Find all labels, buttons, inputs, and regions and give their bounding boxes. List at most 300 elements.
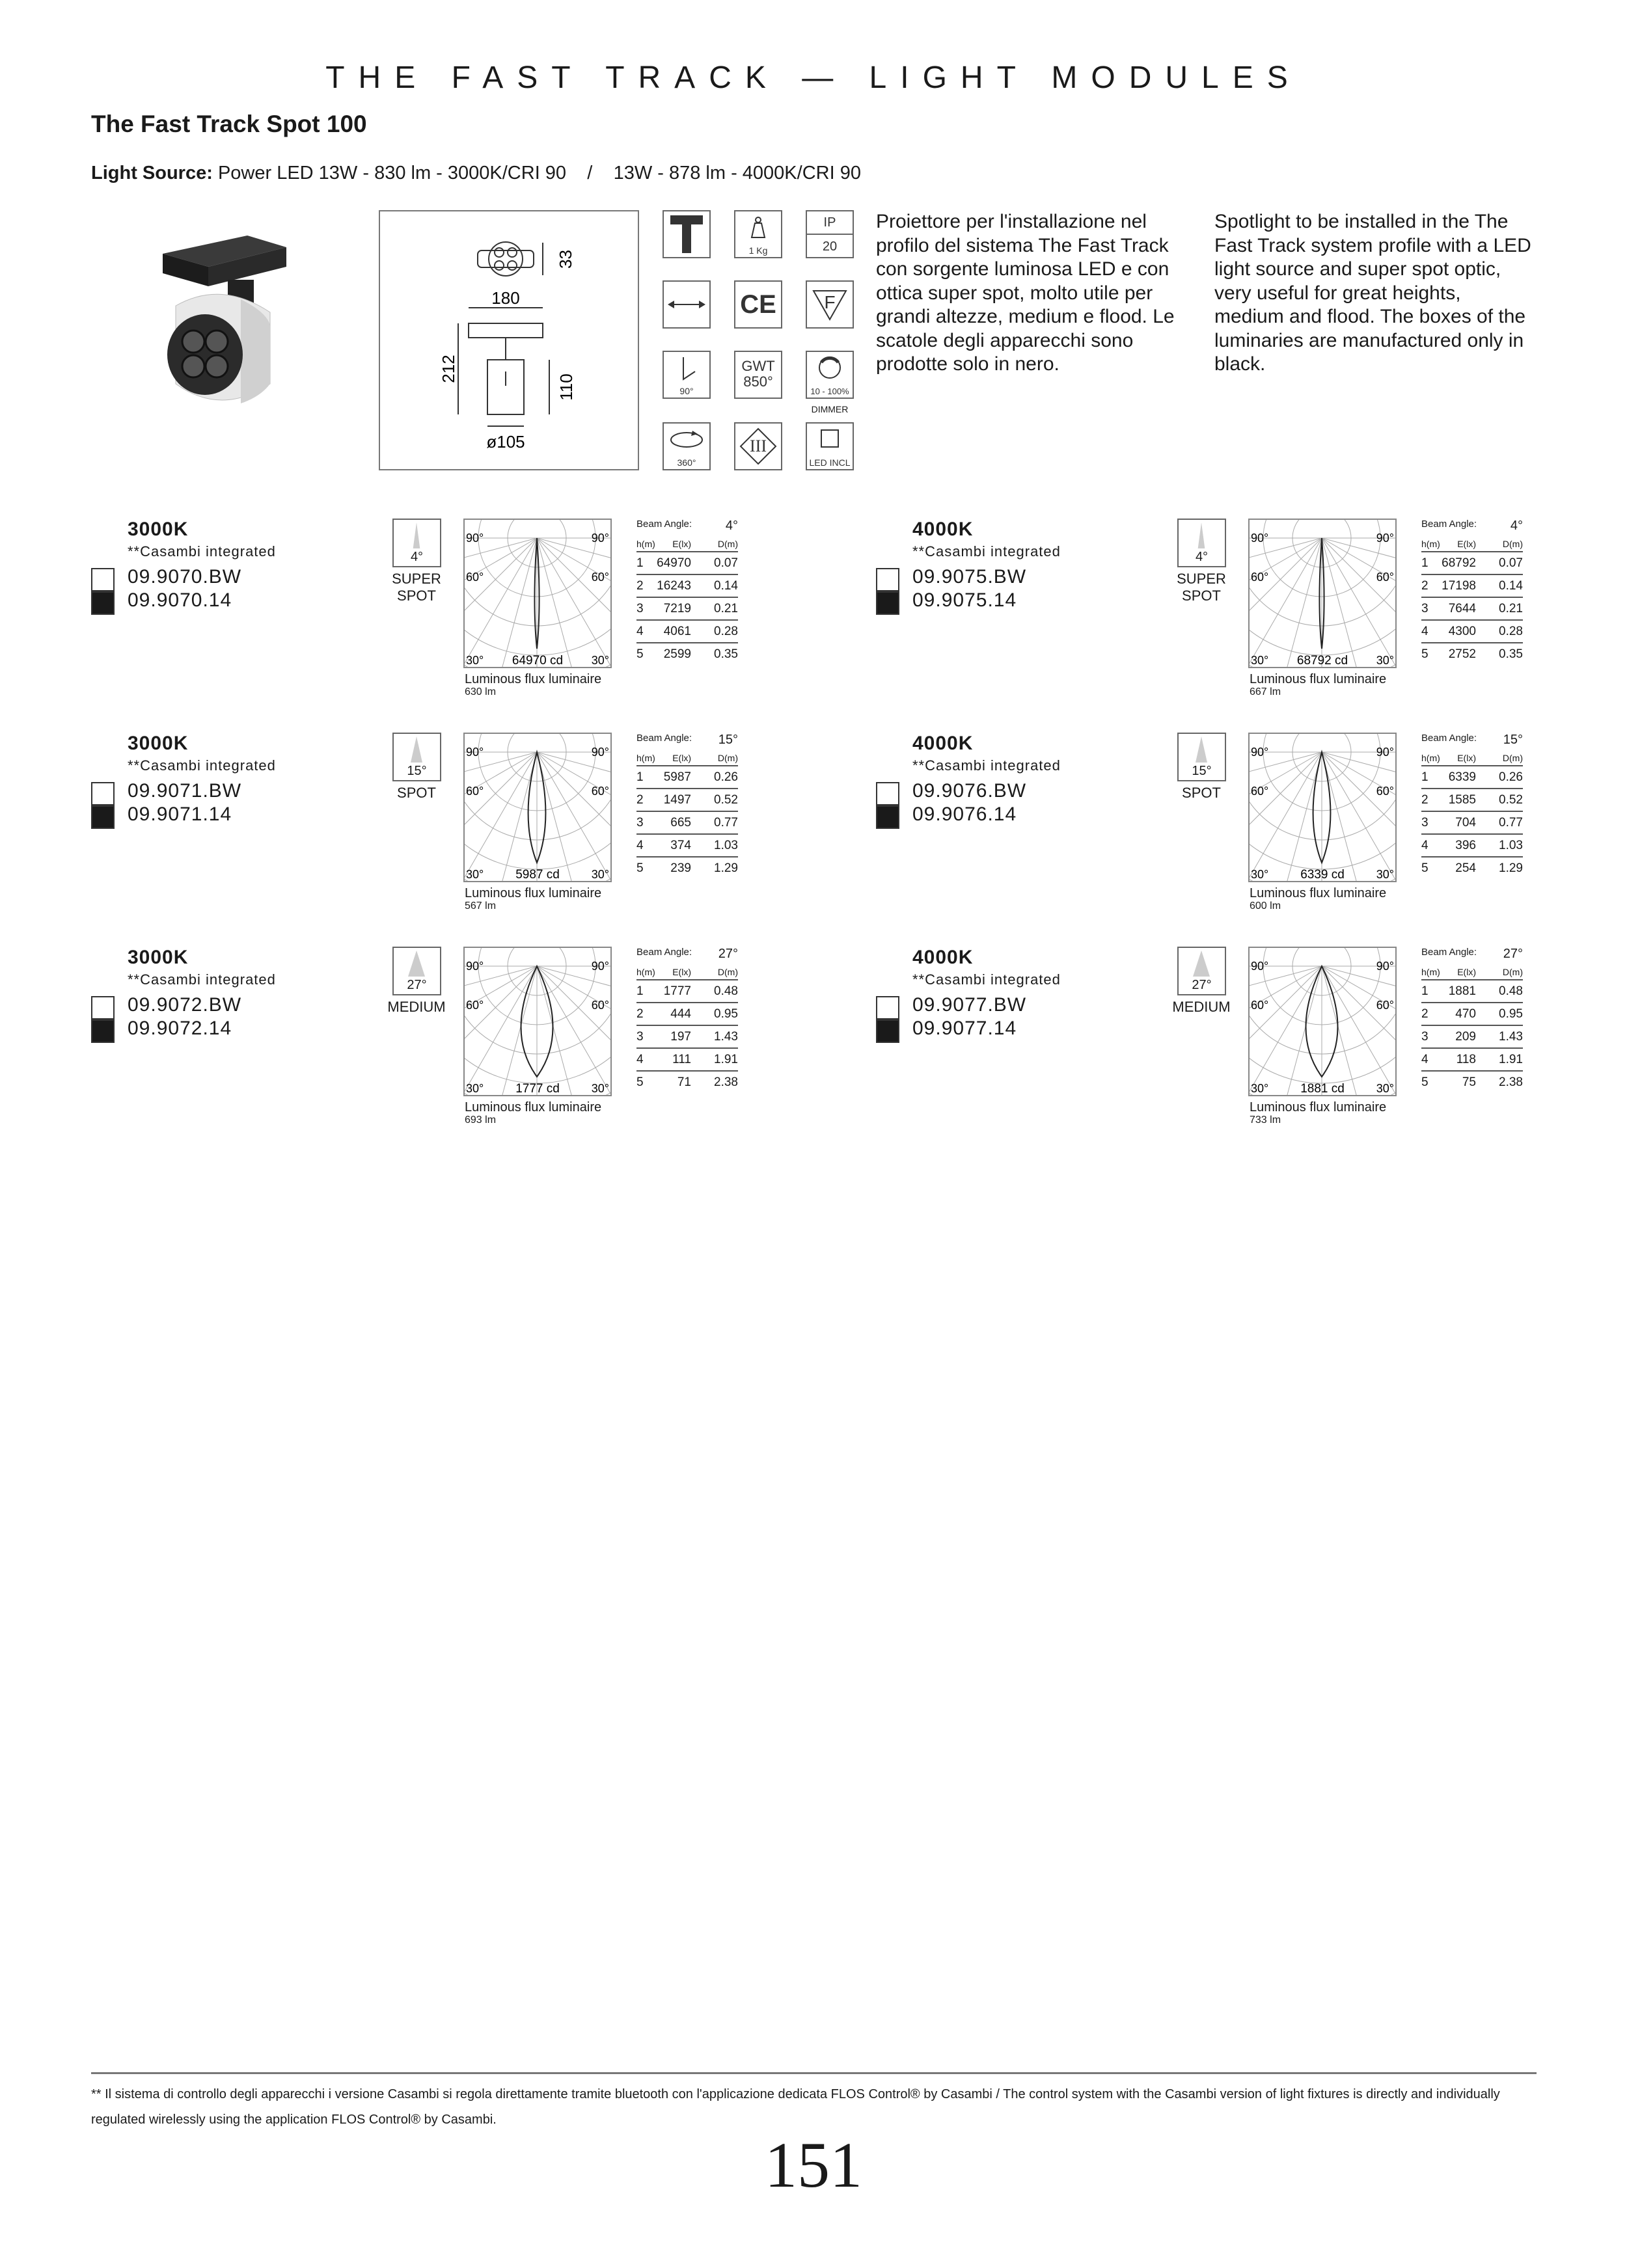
cell-height: 3: [636, 815, 644, 830]
black-finish-swatch: [91, 591, 115, 615]
polar-label-90-left: 90°: [466, 532, 484, 545]
white-finish-swatch: [91, 782, 115, 805]
beam-table-row: [636, 980, 738, 1003]
beam-angle-label: Beam Angle:: [1421, 733, 1477, 744]
light-source: [91, 163, 861, 184]
beam-table: [1421, 519, 1523, 665]
polar-label-30-left: 30°: [1251, 1082, 1269, 1095]
beam-angle-value: 15°: [718, 733, 738, 747]
product-code-black: 09.9072.14: [128, 1018, 232, 1039]
cell-illuminance: 1881: [1448, 984, 1476, 998]
luminous-flux-value: 600 lm: [1250, 900, 1281, 911]
beam-table-header: [636, 733, 738, 751]
black-finish-swatch: [876, 1019, 899, 1043]
cell-height: 3: [636, 601, 644, 615]
cell-height: 4: [1421, 1052, 1429, 1066]
polar-label-30-right: 30°: [591, 1082, 609, 1095]
cell-illuminance: 7219: [663, 601, 691, 615]
black-finish-swatch: [91, 805, 115, 829]
variant-kelvin: 3000K: [128, 519, 189, 540]
polar-label-60-left: 60°: [466, 999, 484, 1012]
beam-table: [1421, 733, 1523, 879]
cell-illuminance: 71: [677, 1075, 691, 1089]
polar-candela: 1881 cd: [1300, 1082, 1345, 1096]
beam-table-row: [1421, 552, 1523, 575]
col-illuminance: E(lx): [1457, 967, 1476, 977]
product-code-black: 09.9077.14: [912, 1018, 1017, 1039]
polar-label-30-left: 30°: [466, 654, 484, 667]
weight-icon: [734, 210, 782, 258]
polar-label-60-left: 60°: [1251, 785, 1269, 798]
cell-illuminance: 2752: [1448, 647, 1476, 661]
polar-label-30-left: 30°: [466, 1082, 484, 1095]
beam-table-columns: [636, 965, 738, 980]
col-diameter: D(m): [1502, 539, 1523, 549]
polar-diagram: [463, 947, 612, 1096]
cell-height: 4: [636, 1052, 644, 1066]
class-label: III: [750, 437, 767, 455]
variant-kelvin: 3000K: [128, 733, 189, 754]
cell-diameter: 0.77: [1499, 815, 1523, 830]
cell-height: 2: [636, 578, 644, 593]
beam-angle-value: 27°: [718, 947, 738, 961]
luminous-flux-label: Luminous flux luminaire: [1250, 672, 1387, 686]
cell-height: 5: [636, 1075, 644, 1089]
beam-table-row: [1421, 1026, 1523, 1049]
polar-label-30-left: 30°: [1251, 654, 1269, 667]
cell-height: 3: [1421, 815, 1429, 830]
cell-height: 2: [1421, 578, 1429, 593]
product-code-white: 09.9070.BW: [128, 566, 242, 587]
cell-illuminance: 7644: [1448, 601, 1476, 615]
luminous-flux-value: 667 lm: [1250, 686, 1281, 697]
beam-table-row: [1421, 575, 1523, 598]
cell-diameter: 1.29: [1499, 861, 1523, 875]
tilt-icon: [663, 351, 711, 399]
luminous-flux: [1250, 1101, 1386, 1127]
beam-table-row: [1421, 643, 1523, 665]
product-code-white: 09.9072.BW: [128, 994, 242, 1016]
cell-height: 4: [636, 624, 644, 638]
cell-illuminance: 64970: [657, 556, 691, 570]
polar-label-60-right: 60°: [1376, 785, 1394, 798]
cell-illuminance: 444: [670, 1006, 691, 1021]
gwt-label: GWT: [741, 358, 775, 374]
beam-type-line-1: SPOT: [397, 785, 436, 801]
cell-illuminance: 5987: [663, 770, 691, 784]
cell-diameter: 1.03: [714, 838, 738, 852]
white-finish-swatch: [91, 996, 115, 1019]
beam-degree: 27°: [407, 978, 427, 992]
product-code-white: 09.9077.BW: [912, 994, 1027, 1016]
beam-table-row: [636, 552, 738, 575]
variant-block: [876, 947, 1605, 1135]
cell-height: 1: [636, 770, 644, 784]
gwt-temp: 850°: [743, 373, 773, 390]
luminous-flux-label: Luminous flux luminaire: [465, 672, 602, 686]
cell-illuminance: 6339: [1448, 770, 1476, 784]
col-illuminance: E(lx): [672, 967, 691, 977]
cell-illuminance: 239: [670, 861, 691, 875]
product-code-black: 09.9071.14: [128, 803, 232, 825]
rotation-label: 360°: [677, 457, 696, 468]
beam-table-row: [636, 1049, 738, 1072]
cell-diameter: 0.52: [1499, 792, 1523, 807]
rotation-icon: [663, 422, 711, 470]
variant-kelvin: 4000K: [912, 947, 974, 968]
tilt-label: 90°: [679, 386, 694, 396]
cell-height: 4: [1421, 838, 1429, 852]
cell-diameter: 0.35: [714, 647, 738, 661]
ip-label: IP: [807, 211, 853, 235]
col-diameter: D(m): [1502, 753, 1523, 763]
beam-type-line-1: MEDIUM: [387, 999, 446, 1015]
variant-block: [876, 519, 1605, 707]
col-height: h(m): [1421, 753, 1440, 763]
cell-height: 4: [636, 838, 644, 852]
beam-degree: 4°: [1195, 550, 1209, 564]
cell-height: 3: [1421, 601, 1429, 615]
cell-illuminance: 75: [1462, 1075, 1476, 1089]
polar-diagram: [463, 519, 612, 668]
beam-table-row: [636, 575, 738, 598]
beam-table-header: [636, 947, 738, 965]
col-height: h(m): [636, 967, 655, 977]
cell-height: 2: [1421, 1006, 1429, 1021]
cell-diameter: 1.43: [714, 1029, 738, 1044]
luminous-flux: [465, 1101, 601, 1127]
dimension-drawing: [379, 210, 639, 470]
polar-label-60-left: 60°: [466, 785, 484, 798]
gwt-icon: [734, 351, 782, 399]
beam-type-line-1: MEDIUM: [1172, 999, 1231, 1015]
polar-label-60-right: 60°: [591, 785, 609, 798]
beam-angle-icon: [392, 947, 441, 995]
beam-table-columns: [636, 751, 738, 766]
product-code-white: 09.9076.BW: [912, 780, 1027, 802]
polar-diagram: [1248, 519, 1397, 668]
beam-table: [636, 733, 738, 879]
variant-block: [876, 733, 1605, 921]
polar-label-90-left: 90°: [1251, 532, 1269, 545]
polar-label-60-right: 60°: [1376, 571, 1394, 584]
luminous-flux-label: Luminous flux luminaire: [1250, 886, 1387, 900]
beam-table-row: [1421, 1003, 1523, 1026]
product-title: The Fast Track Spot 100: [91, 111, 367, 137]
cell-height: 1: [636, 556, 644, 570]
led-label: LED INCL: [809, 457, 851, 468]
beam-table-row: [1421, 812, 1523, 835]
polar-label-30-right: 30°: [1376, 654, 1394, 667]
description-italian: [876, 210, 1195, 377]
polar-diagram: [1248, 947, 1397, 1096]
beam-type: [384, 999, 449, 1016]
beam-table-row: [1421, 621, 1523, 643]
polar-candela: 6339 cd: [1300, 868, 1345, 882]
cell-diameter: 1.03: [1499, 838, 1523, 852]
beam-table-row: [636, 1003, 738, 1026]
cell-height: 3: [636, 1029, 644, 1044]
cell-illuminance: 4061: [663, 624, 691, 638]
col-height: h(m): [636, 753, 655, 763]
luminous-flux-value: 733 lm: [1250, 1114, 1281, 1126]
col-illuminance: E(lx): [1457, 539, 1476, 549]
casambi-note: **Casambi integrated: [128, 757, 276, 774]
footnote: ** Il sistema di controllo degli apparecchi i versione Casambi si regola direttamente tramite bluetooth con l'applicazione dedicata FLOS Control® by Casambi / The control system with the Casambi version of light fixtures is directly and individually regulated wirelessly using the application FLOS Control® by Casambi.: [91, 2087, 1500, 2127]
luminous-flux-label: Luminous flux luminaire: [1250, 1100, 1387, 1114]
beam-table-row: [636, 812, 738, 835]
polar-label-90-right: 90°: [1376, 960, 1394, 973]
cell-height: 2: [636, 792, 644, 807]
cell-diameter: 0.28: [714, 624, 738, 638]
cell-diameter: 0.07: [1499, 556, 1523, 570]
beam-angle-value: 4°: [725, 519, 738, 533]
dim-top: 33: [556, 250, 575, 269]
dimmer-range: 10 - 100%: [810, 386, 849, 396]
product-photo: [150, 234, 299, 429]
beam-angle-label: Beam Angle:: [1421, 947, 1477, 958]
col-illuminance: E(lx): [1457, 753, 1476, 763]
white-finish-swatch: [876, 568, 899, 591]
beam-angle-label: Beam Angle:: [636, 519, 692, 530]
f-mark-label: F: [824, 292, 836, 312]
polar-label-30-right: 30°: [591, 654, 609, 667]
polar-label-90-right: 90°: [1376, 532, 1394, 545]
luminous-flux-value: 693 lm: [465, 1114, 497, 1126]
beam-type-line-1: SPOT: [1182, 785, 1221, 801]
cell-diameter: 1.43: [1499, 1029, 1523, 1044]
product-code-black: 09.9075.14: [912, 589, 1017, 611]
beam-table-row: [636, 598, 738, 621]
certification-icons: [663, 210, 858, 470]
polar-label-60-right: 60°: [591, 571, 609, 584]
led-included-icon: [806, 422, 854, 470]
cell-illuminance: 118: [1456, 1052, 1476, 1066]
cell-illuminance: 17198: [1442, 578, 1476, 593]
beam-type: [1169, 571, 1234, 604]
beam-table: [1421, 947, 1523, 1093]
beam-table: [636, 947, 738, 1093]
beam-angle-icon: [1177, 519, 1226, 567]
beam-table-header: [1421, 733, 1523, 751]
polar-label-30-right: 30°: [1376, 868, 1394, 881]
variant-block: [91, 733, 820, 921]
casambi-note: **Casambi integrated: [128, 971, 276, 988]
beam-degree: 27°: [1192, 978, 1212, 992]
polar-label-60-right: 60°: [1376, 999, 1394, 1012]
beam-type: [1169, 999, 1234, 1016]
white-finish-swatch: [876, 996, 899, 1019]
beam-table-columns: [636, 537, 738, 552]
casambi-note: **Casambi integrated: [912, 971, 1061, 988]
beam-table-row: [1421, 766, 1523, 789]
cell-illuminance: 1497: [663, 792, 691, 807]
description-english: [1214, 210, 1533, 377]
casambi-note: **Casambi integrated: [912, 757, 1061, 774]
beam-type-line-2: SPOT: [397, 587, 436, 604]
cell-height: 5: [1421, 1075, 1429, 1089]
dim-depth: 110: [556, 373, 576, 401]
cell-diameter: 0.28: [1499, 624, 1523, 638]
luminous-flux-label: Luminous flux luminaire: [465, 1100, 602, 1114]
black-finish-swatch: [876, 805, 899, 829]
cell-height: 1: [1421, 556, 1429, 570]
beam-type: [1169, 785, 1234, 802]
ip-rating-icon: [806, 210, 854, 258]
weight-label: 1 Kg: [748, 245, 768, 256]
beam-table-row: [636, 643, 738, 665]
polar-label-30-left: 30°: [1251, 868, 1269, 881]
cell-illuminance: 2599: [663, 647, 691, 661]
cell-height: 4: [1421, 624, 1429, 638]
cell-diameter: 0.26: [714, 770, 738, 784]
polar-label-90-right: 90°: [1376, 746, 1394, 759]
polar-candela: 68792 cd: [1296, 654, 1348, 668]
polar-label-60-left: 60°: [1251, 571, 1269, 584]
f-mark-icon: [806, 280, 854, 329]
beam-type-line-1: SUPER: [1177, 571, 1226, 587]
beam-table-header: [1421, 519, 1523, 537]
cell-height: 1: [1421, 770, 1429, 784]
polar-label-30-left: 30°: [466, 868, 484, 881]
cell-illuminance: 374: [670, 838, 691, 852]
description-en-text: Spotlight to be installed in the The Fast Track system profile with a LED light source and super spot optic, very useful for great heights, medium and flood. The boxes of the luminaries are manufactured only in black.: [1214, 211, 1531, 375]
cell-height: 5: [1421, 647, 1429, 661]
polar-label-60-right: 60°: [591, 999, 609, 1012]
cell-illuminance: 111: [672, 1052, 691, 1066]
beam-table-header: [1421, 947, 1523, 965]
beam-table-row: [636, 621, 738, 643]
cell-diameter: 0.48: [714, 984, 738, 998]
cell-illuminance: 396: [1455, 838, 1476, 852]
cell-illuminance: 197: [670, 1029, 691, 1044]
product-code-white: 09.9071.BW: [128, 780, 242, 802]
cell-illuminance: 704: [1455, 815, 1476, 830]
page-number: 151: [765, 2129, 862, 2201]
casambi-note: **Casambi integrated: [912, 543, 1061, 560]
cell-diameter: 2.38: [714, 1075, 738, 1089]
beam-table-row: [636, 835, 738, 857]
cell-height: 1: [1421, 984, 1429, 998]
beam-type-line-1: SUPER: [392, 571, 441, 587]
polar-label-90-right: 90°: [591, 532, 609, 545]
polar-label-90-left: 90°: [466, 746, 484, 759]
cell-diameter: 0.07: [714, 556, 738, 570]
beam-degree: 4°: [410, 550, 424, 564]
beam-table-row: [636, 857, 738, 879]
polar-label-60-left: 60°: [1251, 999, 1269, 1012]
cell-height: 5: [1421, 861, 1429, 875]
polar-candela: 64970 cd: [512, 654, 564, 668]
light-source-value: Power LED 13W - 830 lm - 3000K/CRI 90 / 13W - 878 lm - 4000K/CRI 90: [212, 163, 861, 183]
cell-illuminance: 254: [1455, 861, 1476, 875]
luminous-flux-value: 630 lm: [465, 686, 497, 697]
luminous-flux: [1250, 673, 1386, 699]
beam-angle-icon: [392, 519, 441, 567]
luminous-flux: [465, 673, 601, 699]
black-finish-swatch: [91, 1019, 115, 1043]
col-height: h(m): [1421, 967, 1440, 977]
col-illuminance: E(lx): [672, 539, 691, 549]
ip-value: 20: [822, 239, 838, 254]
col-diameter: D(m): [717, 753, 738, 763]
cell-diameter: 2.38: [1499, 1075, 1523, 1089]
footer-divider: [91, 2072, 1537, 2074]
cell-diameter: 0.14: [1499, 578, 1523, 593]
beam-table-row: [1421, 1049, 1523, 1072]
cell-height: 5: [636, 647, 644, 661]
cell-diameter: 0.21: [714, 601, 738, 615]
beam-table-columns: [1421, 965, 1523, 980]
dimmer-label: DIMMER: [811, 404, 849, 414]
polar-label-30-right: 30°: [1376, 1082, 1394, 1095]
adjustable-icon: [663, 280, 711, 329]
beam-angle-label: Beam Angle:: [1421, 519, 1477, 530]
beam-table-columns: [1421, 751, 1523, 766]
dim-diameter: ø105: [486, 432, 525, 452]
white-finish-swatch: [91, 568, 115, 591]
col-height: h(m): [636, 539, 655, 549]
dim-width: 180: [491, 288, 520, 308]
beam-table-columns: [1421, 537, 1523, 552]
cell-diameter: 0.95: [714, 1006, 738, 1021]
beam-table-header: [636, 519, 738, 537]
cell-diameter: 0.14: [714, 578, 738, 593]
cell-illuminance: 4300: [1448, 624, 1476, 638]
track-mount-icon: [663, 210, 711, 258]
beam-angle-value: 27°: [1503, 947, 1523, 961]
polar-label-90-right: 90°: [591, 960, 609, 973]
page-header: THE FAST TRACK — LIGHT MODULES: [325, 61, 1302, 95]
product-code-black: 09.9070.14: [128, 589, 232, 611]
variant-kelvin: 4000K: [912, 733, 974, 754]
beam-table-row: [1421, 789, 1523, 812]
variant-kelvin: 3000K: [128, 947, 189, 968]
cell-illuminance: 16243: [657, 578, 691, 593]
beam-type: [384, 785, 449, 802]
beam-table: [636, 519, 738, 665]
cell-illuminance: 1777: [663, 984, 691, 998]
cell-diameter: 0.52: [714, 792, 738, 807]
polar-label-90-left: 90°: [466, 960, 484, 973]
cell-illuminance: 209: [1455, 1029, 1476, 1044]
col-diameter: D(m): [1502, 967, 1523, 977]
beam-angle-label: Beam Angle:: [636, 733, 692, 744]
variant-block: [91, 947, 820, 1135]
col-height: h(m): [1421, 539, 1440, 549]
luminous-flux: [1250, 887, 1386, 913]
beam-angle-value: 4°: [1510, 519, 1523, 533]
cell-illuminance: 1585: [1448, 792, 1476, 807]
cell-height: 5: [636, 861, 644, 875]
cell-diameter: 0.48: [1499, 984, 1523, 998]
col-diameter: D(m): [717, 539, 738, 549]
polar-label-60-left: 60°: [466, 571, 484, 584]
cell-diameter: 0.35: [1499, 647, 1523, 661]
cell-illuminance: 68792: [1442, 556, 1476, 570]
beam-angle-label: Beam Angle:: [636, 947, 692, 958]
beam-angle-value: 15°: [1503, 733, 1523, 747]
polar-label-90-right: 90°: [591, 746, 609, 759]
white-finish-swatch: [876, 782, 899, 805]
casambi-note: **Casambi integrated: [128, 543, 276, 560]
cell-height: 3: [1421, 1029, 1429, 1044]
dimension-svg: [380, 211, 638, 469]
beam-table-row: [1421, 1072, 1523, 1093]
col-diameter: D(m): [717, 967, 738, 977]
beam-table-row: [1421, 857, 1523, 879]
beam-table-row: [1421, 980, 1523, 1003]
